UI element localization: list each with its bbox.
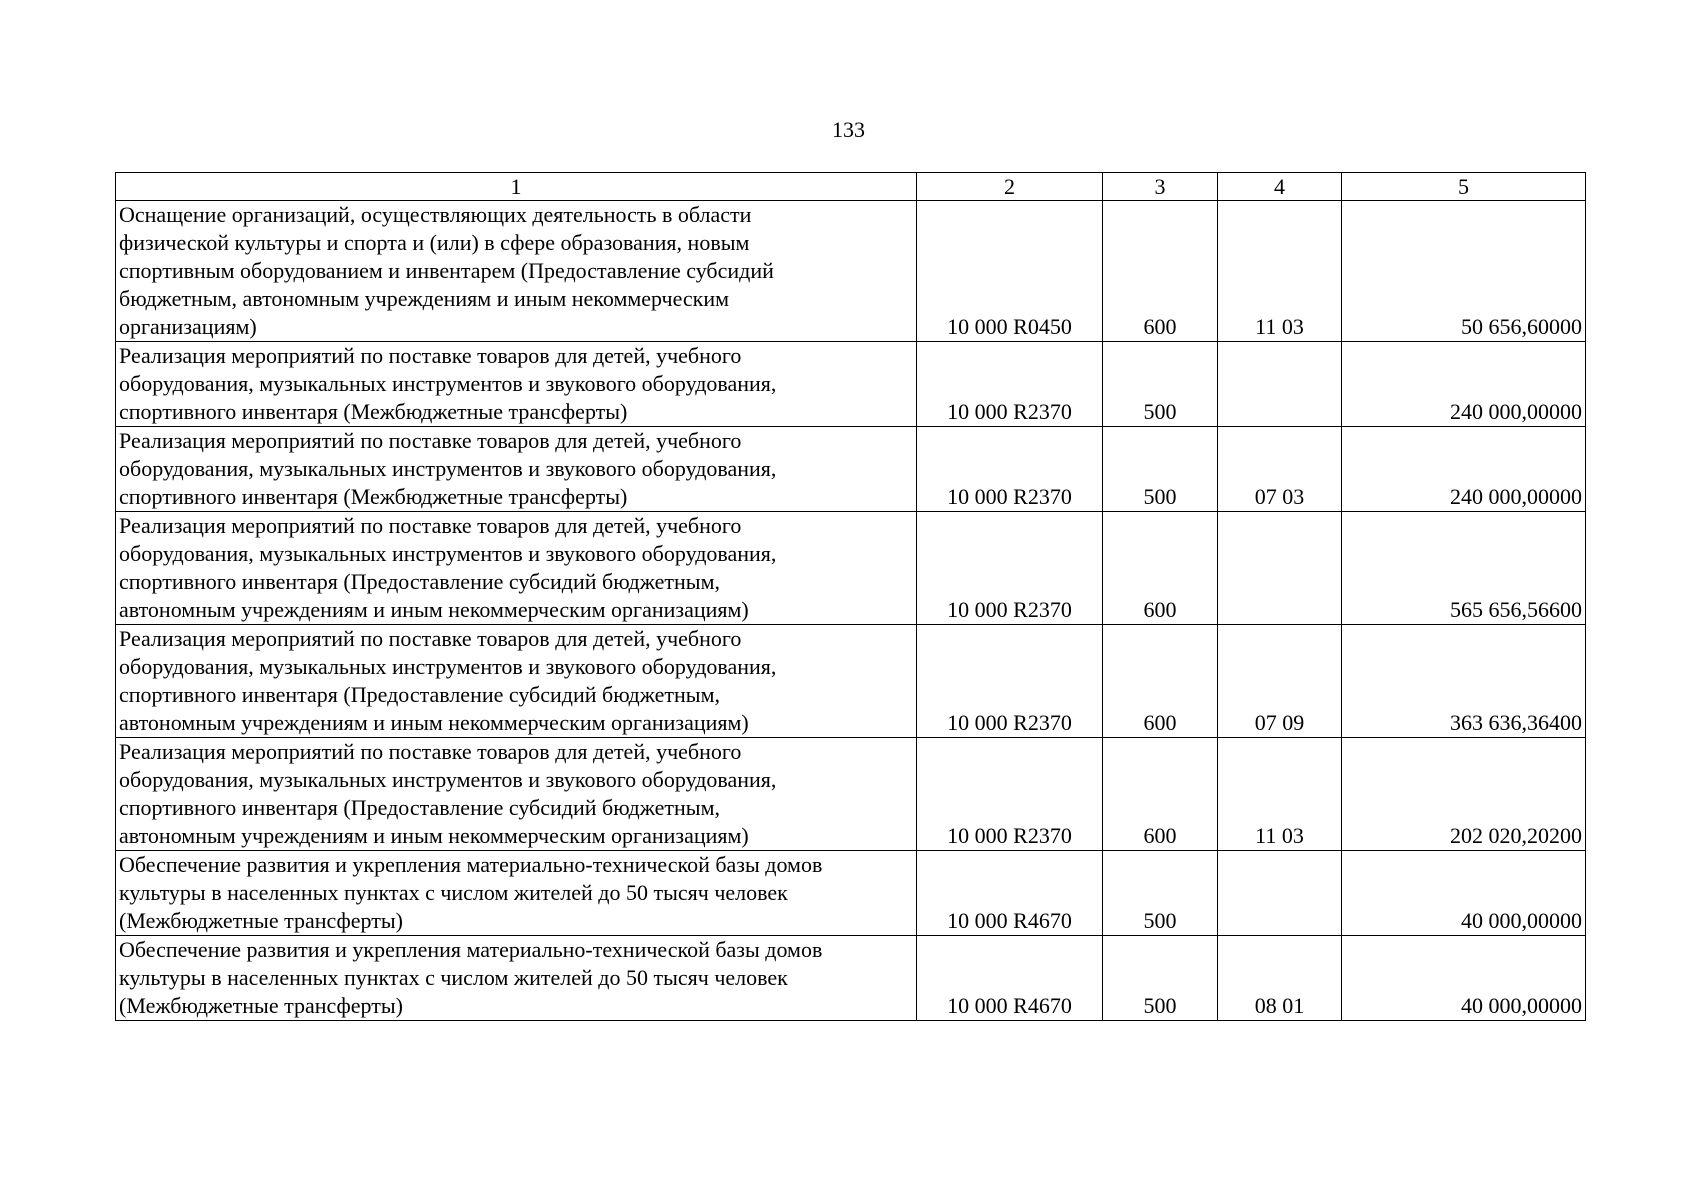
row-name-line: спортивного инвентаря (Межбюджетные трансферты)	[119, 484, 628, 509]
row-name-line: оборудования, музыкальных инструментов и звукового оборудования,	[119, 654, 777, 679]
table-row	[116, 427, 1586, 512]
table-row	[116, 201, 1586, 342]
page-number: 133	[832, 117, 865, 142]
row-name-line: (Межбюджетные трансферты)	[119, 908, 403, 933]
row-code-cell: 10 000 R0450	[917, 201, 1103, 342]
row-amount-cell: 240 000,00000	[1342, 427, 1586, 512]
row-amount-cell: 40 000,00000	[1342, 851, 1586, 936]
row-name-cell	[116, 427, 917, 512]
table-header-row	[116, 173, 1586, 201]
row-name-line: автономным учреждениям и иным некоммерческим организациям)	[119, 823, 749, 848]
table-row	[116, 851, 1586, 936]
table-row	[116, 342, 1586, 427]
row-name-line: спортивного инвентаря (Предоставление субсидий бюджетным,	[119, 569, 721, 594]
row-code-cell: 10 000 R4670	[917, 936, 1103, 1021]
row-amount-cell: 50 656,60000	[1342, 201, 1586, 342]
row-name-line: физической культуры и спорта и (или) в сфере образования, новым	[119, 230, 750, 255]
row-name-line: оборудования, музыкальных инструментов и звукового оборудования,	[119, 371, 777, 396]
row-name-cell	[116, 201, 917, 342]
row-name-line: Обеспечение развития и укрепления материально-технической базы домов	[119, 852, 823, 877]
row-expense-type-cell: 500	[1103, 427, 1218, 512]
row-name-line: организациям)	[119, 314, 257, 339]
row-expense-type-cell: 500	[1103, 342, 1218, 427]
row-name-line: оборудования, музыкальных инструментов и звукового оборудования,	[119, 541, 777, 566]
header-cell-name: 1	[116, 173, 917, 201]
header-cell-amount: 5	[1342, 173, 1586, 201]
row-section-cell: 07 03	[1218, 427, 1342, 512]
row-name-line: автономным учреждениям и иным некоммерческим организациям)	[119, 710, 749, 735]
row-code-cell: 10 000 R2370	[917, 427, 1103, 512]
table-row	[116, 936, 1586, 1021]
row-name-line: Реализация мероприятий по поставке товаров для детей, учебного	[119, 343, 742, 368]
row-section-cell: 11 03	[1218, 201, 1342, 342]
row-name-cell	[116, 738, 917, 851]
row-amount-cell: 202 020,20200	[1342, 738, 1586, 851]
row-name-line: (Межбюджетные трансферты)	[119, 993, 403, 1018]
row-amount-cell: 40 000,00000	[1342, 936, 1586, 1021]
row-name-line: культуры в населенных пунктах с числом жителей до 50 тысяч человек	[119, 880, 788, 905]
row-section-cell	[1218, 512, 1342, 625]
row-section-cell	[1218, 851, 1342, 936]
row-name-line: спортивного инвентаря (Предоставление субсидий бюджетным,	[119, 682, 721, 707]
row-section-cell: 11 03	[1218, 738, 1342, 851]
row-expense-type-cell: 600	[1103, 201, 1218, 342]
row-section-cell: 07 09	[1218, 625, 1342, 738]
row-name-line: Реализация мероприятий по поставке товаров для детей, учебного	[119, 513, 742, 538]
row-expense-type-cell: 600	[1103, 512, 1218, 625]
row-name-line: культуры в населенных пунктах с числом жителей до 50 тысяч человек	[119, 965, 788, 990]
table-body	[116, 201, 1586, 1021]
row-name-line: оборудования, музыкальных инструментов и звукового оборудования,	[119, 767, 777, 792]
row-expense-type-cell: 600	[1103, 625, 1218, 738]
row-expense-type-cell: 500	[1103, 936, 1218, 1021]
row-code-cell: 10 000 R4670	[917, 851, 1103, 936]
row-section-cell: 08 01	[1218, 936, 1342, 1021]
row-amount-cell: 363 636,36400	[1342, 625, 1586, 738]
row-amount-cell: 565 656,56600	[1342, 512, 1586, 625]
row-name-cell	[116, 512, 917, 625]
row-amount-cell: 240 000,00000	[1342, 342, 1586, 427]
row-name-cell	[116, 625, 917, 738]
row-name-cell	[116, 851, 917, 936]
row-name-line: спортивного инвентаря (Предоставление субсидий бюджетным,	[119, 795, 721, 820]
row-name-line: Реализация мероприятий по поставке товаров для детей, учебного	[119, 739, 742, 764]
row-name-line: Реализация мероприятий по поставке товаров для детей, учебного	[119, 428, 742, 453]
row-code-cell: 10 000 R2370	[917, 738, 1103, 851]
row-expense-type-cell: 600	[1103, 738, 1218, 851]
header-cell-section: 4	[1218, 173, 1342, 201]
row-name-cell	[116, 936, 917, 1021]
row-code-cell: 10 000 R2370	[917, 342, 1103, 427]
table-row	[116, 512, 1586, 625]
row-name-line: Оснащение организаций, осуществляющих деятельность в области	[119, 202, 752, 227]
row-name-line: спортивным оборудованием и инвентарем (Предоставление субсидий	[119, 258, 774, 283]
row-code-cell: 10 000 R2370	[917, 512, 1103, 625]
header-cell-code: 2	[917, 173, 1103, 201]
row-code-cell: 10 000 R2370	[917, 625, 1103, 738]
row-name-line: автономным учреждениям и иным некоммерческим организациям)	[119, 597, 749, 622]
row-name-line: спортивного инвентаря (Межбюджетные трансферты)	[119, 399, 628, 424]
row-name-line: Реализация мероприятий по поставке товаров для детей, учебного	[119, 626, 742, 651]
table-row	[116, 738, 1586, 851]
row-name-line: Обеспечение развития и укрепления материально-технической базы домов	[119, 937, 823, 962]
row-section-cell	[1218, 342, 1342, 427]
table-row	[116, 625, 1586, 738]
row-name-line: оборудования, музыкальных инструментов и звукового оборудования,	[119, 456, 777, 481]
budget-table	[115, 172, 1586, 1021]
header-cell-expense-type: 3	[1103, 173, 1218, 201]
row-name-line: бюджетным, автономным учреждениям и иным некоммерческим	[119, 286, 730, 311]
row-expense-type-cell: 500	[1103, 851, 1218, 936]
row-name-cell	[116, 342, 917, 427]
